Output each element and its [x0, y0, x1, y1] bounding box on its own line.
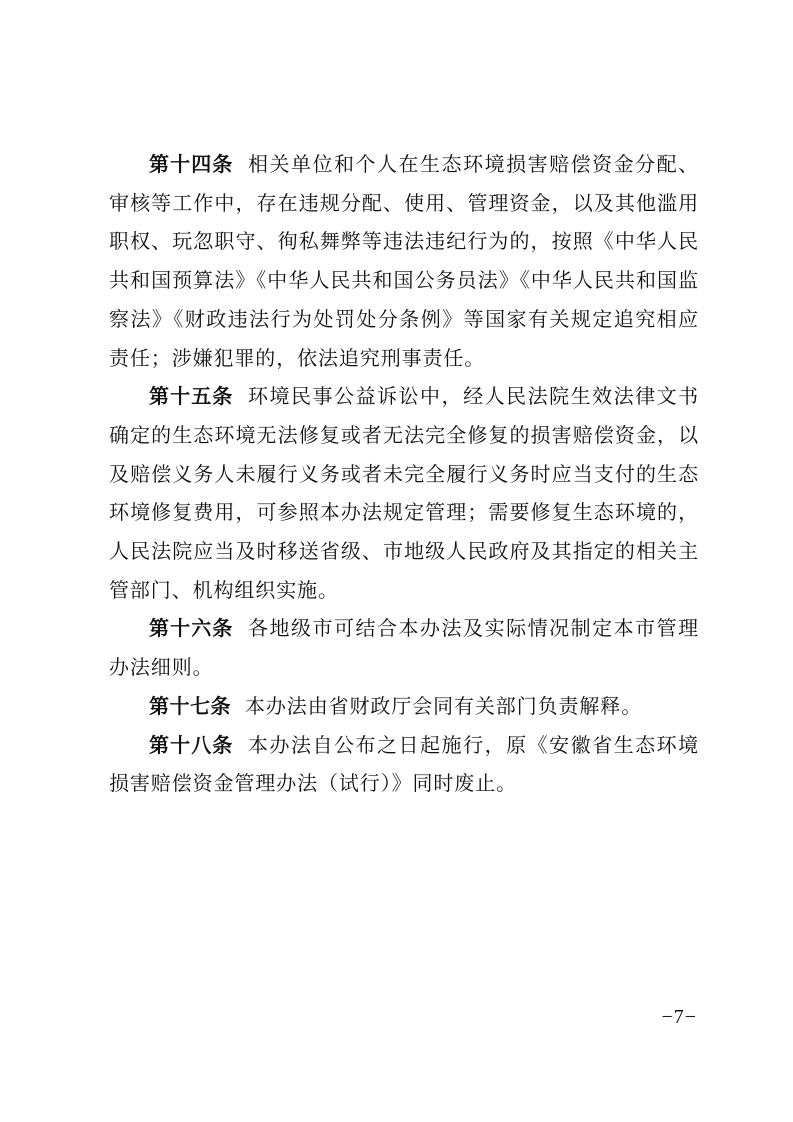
article-16 — [109, 609, 699, 686]
article-text: 相关单位和个人在生态环境损害赔偿资金分配、审核等工作中，存在违规分配、使用、管理资金，以及其他滥用职权、玩忽职守、徇私舞弊等违法违纪行为的，按照《中华人民共和国预算法》《中华人民共和国公务员法》《中华人民共和国监察法》《财政违法行为处罚处分条例》等国家有关规定追究相应责任；涉嫌犯罪的，依法追究刑事责任。 — [109, 152, 700, 370]
page-number: −7− — [661, 1006, 697, 1028]
article-heading: 第十七条 — [149, 693, 231, 718]
document-body — [109, 145, 699, 803]
article-heading: 第十六条 — [149, 616, 234, 641]
article-18 — [109, 726, 699, 803]
article-14 — [109, 145, 699, 377]
article-text: 环境民事公益诉讼中，经人民法院生效法律文书确定的生态环境无法修复或者无法完全修复的损害赔偿资金，以及赔偿义务人未履行义务或者未完全履行义务时应当支付的生态环境修复费用，可参照本办法规定管理；需要修复生态环境的，人民法院应当及时移送省级、市地级人民政府及其指定的相关主管部门、机构组织实施。 — [109, 384, 700, 602]
article-text: 本办法自公布之日起施行，原《安徽省生态环境损害赔偿资金管理办法（试行）》同时废止。 — [109, 732, 700, 796]
article-heading: 第十五条 — [149, 384, 234, 409]
article-text: 各地级市可结合本办法及实际情况制定本市管理办法细则。 — [109, 616, 700, 680]
article-heading: 第十八条 — [149, 732, 234, 757]
article-heading: 第十四条 — [149, 152, 234, 176]
article-text: 本办法由省财政厅会同有关部门负责解释。 — [245, 693, 643, 718]
article-15 — [109, 377, 699, 609]
article-17 — [109, 687, 699, 726]
